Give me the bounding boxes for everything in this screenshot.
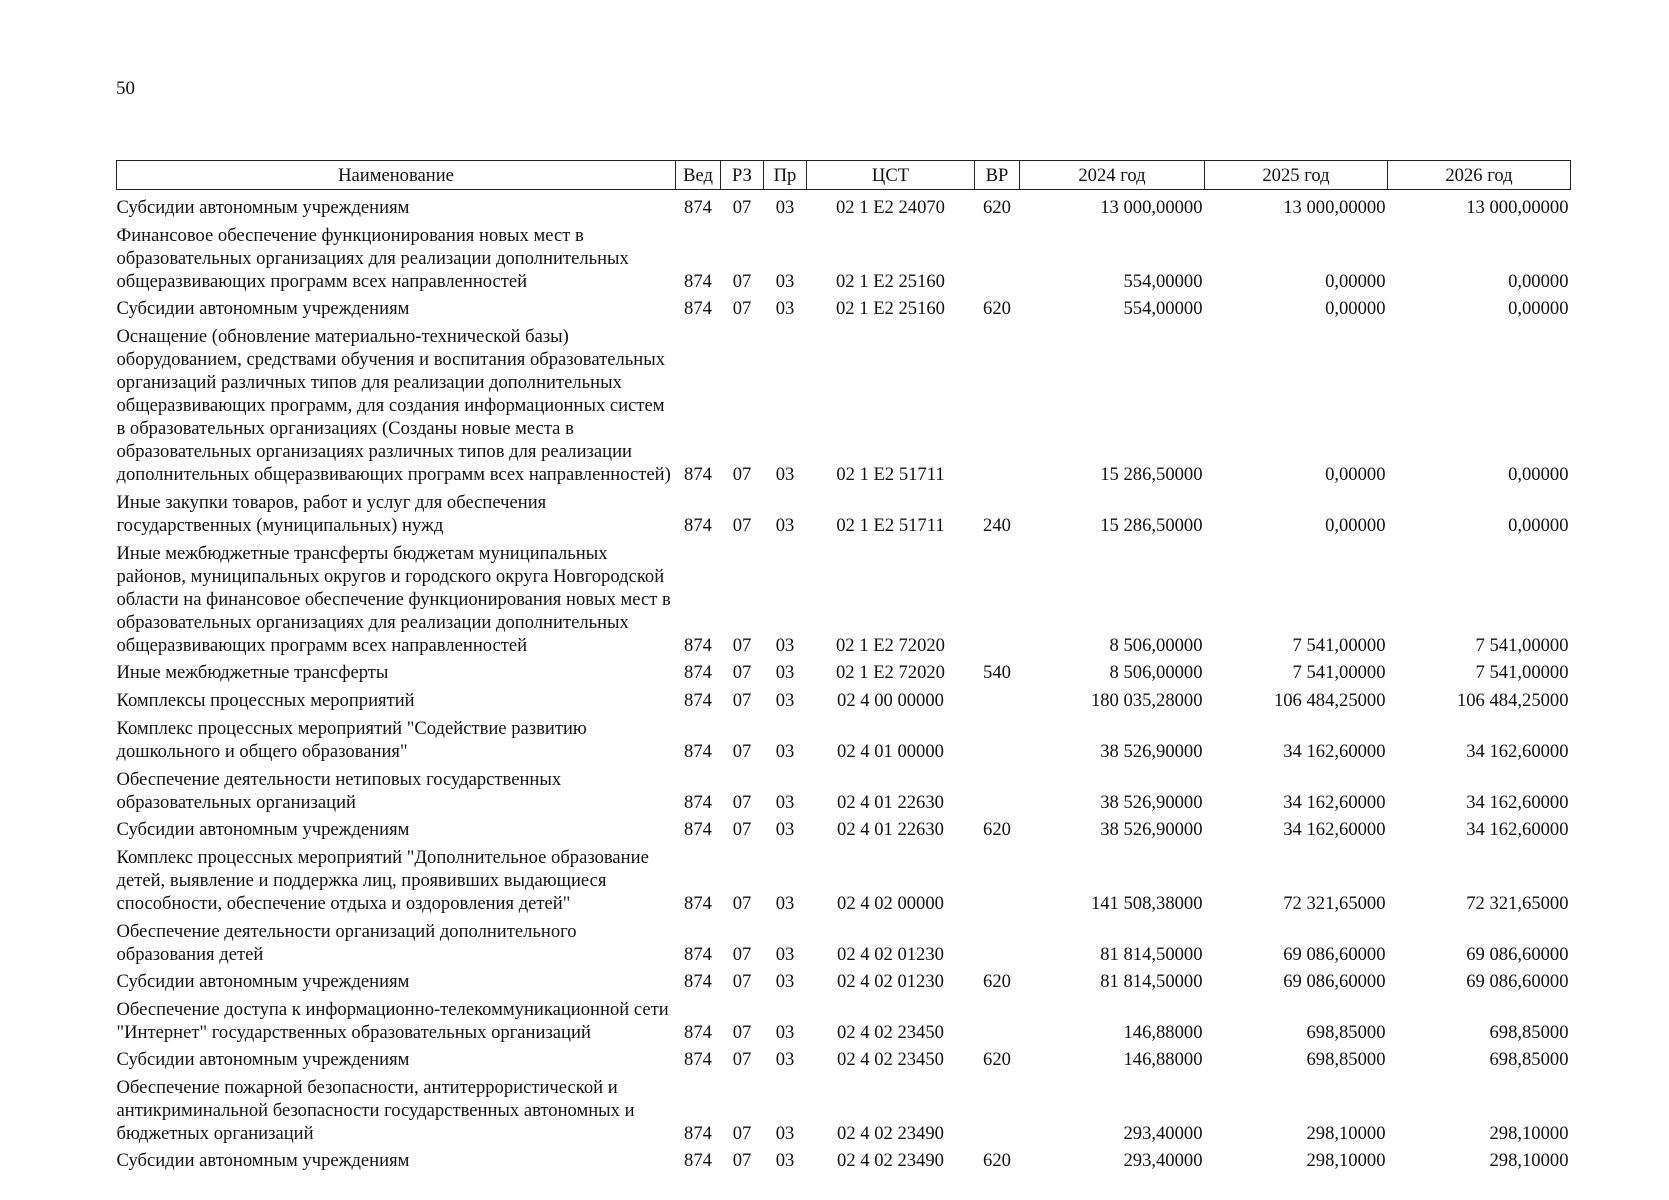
row-ved: 874 [684,515,712,536]
row-ved: 874 [684,271,712,292]
row-vr [975,1071,1020,1145]
row-name: Оснащение (обновление материально-технической базы) оборудованием, средствами обучения и воспитания образовательных организаций различных типов для реализации дополнительных общеразвивающих программ, для создания информационных систем в образовательных организациях (Созданы новые места в образовательных организациях различных типов для реализации дополнительных общеразвивающих программ всех направленностей) [116,326,671,485]
row-2024: 146,88000 [1123,1022,1203,1043]
row-cst: 02 1 E2 51711 [836,464,945,485]
row-rz: 07 [732,515,752,536]
row-cst: 02 4 02 23490 [837,1123,944,1144]
row-2025: 69 086,60000 [1283,944,1386,965]
row-2026: 298,10000 [1489,1123,1569,1144]
row-pr: 03 [775,893,795,914]
row-vr [975,219,1020,293]
row-ved: 874 [684,464,712,485]
row-2025: 7 541,00000 [1292,635,1386,656]
row-2024: 13 000,00000 [1100,197,1203,218]
header-vr: ВР [975,161,1020,190]
row-2026: 69 086,60000 [1466,971,1569,992]
row-vr: 540 [983,662,1011,683]
table-row [117,320,1571,486]
table-row [117,1071,1571,1145]
row-cst: 02 4 02 23490 [837,1150,944,1171]
row-rz: 07 [732,197,752,218]
row-2026: 0,00000 [1508,271,1569,292]
row-pr: 03 [775,197,795,218]
row-2025: 0,00000 [1325,464,1386,485]
row-ved: 874 [684,893,712,914]
budget-table [116,160,1571,1172]
row-name: Иные закупки товаров, работ и услуг для обеспечения государственных (муниципальных) нужд [116,492,547,536]
row-ved: 874 [684,819,712,840]
row-ved: 874 [684,298,712,319]
row-name: Субсидии автономным учреждениям [116,819,410,840]
row-cst: 02 1 E2 72020 [836,662,945,683]
table-row [117,814,1571,841]
row-rz: 07 [732,635,752,656]
row-rz: 07 [732,690,752,711]
row-name: Комплекс процессных мероприятий "Содействие развитию дошкольного и общего образования" [116,718,587,762]
row-2025: 0,00000 [1325,298,1386,319]
table-row [117,657,1571,684]
row-2024: 81 814,50000 [1100,944,1203,965]
row-vr: 240 [983,515,1011,536]
row-2026: 106 484,25000 [1456,690,1569,711]
row-ved: 874 [684,741,712,762]
row-name: Обеспечение пожарной безопасности, антитеррористической и антикриминальной безопасности государственных автономных и бюджетных организаций [116,1077,635,1144]
row-rz: 07 [732,271,752,292]
row-rz: 07 [732,464,752,485]
row-2025: 7 541,00000 [1292,662,1386,683]
row-cst: 02 4 00 00000 [837,690,944,711]
table-row [117,537,1571,657]
row-2025: 69 086,60000 [1283,971,1386,992]
row-rz: 07 [732,893,752,914]
row-cst: 02 4 02 01230 [837,971,944,992]
row-name: Субсидии автономным учреждениям [116,1049,410,1070]
row-vr: 620 [983,197,1011,218]
table-row [117,993,1571,1044]
row-rz: 07 [732,1049,752,1070]
row-2025: 298,10000 [1306,1123,1386,1144]
row-cst: 02 4 02 01230 [837,944,944,965]
row-vr: 620 [983,298,1011,319]
row-2026: 7 541,00000 [1475,662,1569,683]
row-vr: 620 [983,1049,1011,1070]
row-vr [975,841,1020,915]
row-2024: 293,40000 [1123,1150,1203,1171]
row-2025: 34 162,60000 [1283,741,1386,762]
row-2026: 7 541,00000 [1475,635,1569,656]
row-2026: 698,85000 [1489,1022,1569,1043]
table-row [117,486,1571,537]
row-2025: 298,10000 [1306,1150,1386,1171]
row-pr: 03 [775,298,795,319]
row-vr [975,320,1020,486]
row-pr: 03 [775,662,795,683]
row-pr: 03 [775,1022,795,1043]
row-pr: 03 [775,690,795,711]
row-pr: 03 [775,1150,795,1171]
row-cst: 02 1 E2 72020 [836,635,945,656]
row-cst: 02 1 E2 51711 [836,515,945,536]
row-ved: 874 [684,197,712,218]
row-2025: 106 484,25000 [1273,690,1386,711]
page-number: 50 [116,78,135,99]
row-pr: 03 [775,741,795,762]
row-2024: 293,40000 [1123,1123,1203,1144]
row-rz: 07 [732,971,752,992]
row-2025: 0,00000 [1325,515,1386,536]
row-name: Комплексы процессных мероприятий [116,690,415,711]
header-cst: ЦСТ [807,161,975,190]
table-row [117,966,1571,993]
row-2024: 8 506,00000 [1109,662,1203,683]
row-vr [975,712,1020,763]
row-2026: 698,85000 [1489,1049,1569,1070]
row-2024: 8 506,00000 [1109,635,1203,656]
row-rz: 07 [732,1123,752,1144]
row-pr: 03 [775,1123,795,1144]
row-cst: 02 4 01 00000 [837,741,944,762]
row-vr: 620 [983,971,1011,992]
row-cst: 02 1 E2 24070 [836,197,945,218]
row-ved: 874 [684,1123,712,1144]
table-row [117,1145,1571,1172]
header-pr: Пр [764,161,807,190]
row-pr: 03 [775,515,795,536]
row-2024: 38 526,90000 [1100,819,1203,840]
row-pr: 03 [775,635,795,656]
row-rz: 07 [732,1150,752,1171]
row-2026: 34 162,60000 [1466,741,1569,762]
row-ved: 874 [684,971,712,992]
table-row [117,684,1571,712]
row-name: Субсидии автономным учреждениям [116,971,410,992]
row-2024: 81 814,50000 [1100,971,1203,992]
table-row [117,293,1571,320]
table-row [117,763,1571,814]
row-name: Субсидии автономным учреждениям [116,298,410,319]
row-2024: 15 286,50000 [1100,515,1203,536]
row-ved: 874 [684,690,712,711]
row-2024: 180 035,28000 [1090,690,1203,711]
row-vr [975,763,1020,814]
row-ved: 874 [684,662,712,683]
row-rz: 07 [732,662,752,683]
row-cst: 02 4 02 23450 [837,1022,944,1043]
row-pr: 03 [775,971,795,992]
row-vr [975,684,1020,712]
row-2025: 34 162,60000 [1283,792,1386,813]
row-cst: 02 1 E2 25160 [836,298,945,319]
row-vr: 620 [983,1150,1011,1171]
row-name: Субсидии автономным учреждениям [116,1150,410,1171]
row-pr: 03 [775,944,795,965]
row-ved: 874 [684,944,712,965]
row-rz: 07 [732,1022,752,1043]
row-vr [975,993,1020,1044]
header-rz: РЗ [721,161,764,190]
row-vr: 620 [983,819,1011,840]
row-pr: 03 [775,464,795,485]
row-2026: 13 000,00000 [1466,197,1569,218]
table-row [117,712,1571,763]
row-2026: 72 321,65000 [1466,893,1569,914]
row-ved: 874 [684,792,712,813]
row-pr: 03 [775,819,795,840]
row-pr: 03 [775,1049,795,1070]
row-name: Субсидии автономным учреждениям [116,197,410,218]
row-2024: 146,88000 [1123,1049,1203,1070]
row-cst: 02 4 02 00000 [837,893,944,914]
row-name: Иные межбюджетные трансферты [116,662,389,683]
row-2025: 698,85000 [1306,1022,1386,1043]
row-2025: 72 321,65000 [1283,893,1386,914]
row-name: Обеспечение доступа к информационно-телекоммуникационной сети "Интернет" государственных образовательных организаций [116,999,669,1043]
row-cst: 02 1 E2 25160 [836,271,945,292]
row-name: Обеспечение деятельности организаций дополнительного образования детей [116,921,577,965]
row-2025: 698,85000 [1306,1049,1386,1070]
row-ved: 874 [684,1049,712,1070]
table-row [117,915,1571,966]
row-2025: 34 162,60000 [1283,819,1386,840]
row-2026: 298,10000 [1489,1150,1569,1171]
row-2024: 15 286,50000 [1100,464,1203,485]
row-name: Иные межбюджетные трансферты бюджетам муниципальных районов, муниципальных округов и городского округа Новгородской области на финансовое обеспечение функционирования новых мест в образовательных организациях для реализации дополнительных общеразвивающих программ всех направленностей [116,543,671,656]
row-rz: 07 [732,944,752,965]
row-2026: 69 086,60000 [1466,944,1569,965]
row-2024: 38 526,90000 [1100,741,1203,762]
header-2025: 2025 год [1205,161,1388,190]
row-ved: 874 [684,635,712,656]
row-cst: 02 4 01 22630 [837,819,944,840]
row-2024: 554,00000 [1123,298,1203,319]
header-ved: Вед [676,161,721,190]
row-ved: 874 [684,1150,712,1171]
row-2026: 34 162,60000 [1466,792,1569,813]
row-name: Обеспечение деятельности нетиповых государственных образовательных организаций [116,769,562,813]
header-name: Наименование [117,161,676,190]
row-pr: 03 [775,271,795,292]
row-rz: 07 [732,298,752,319]
row-name: Комплекс процессных мероприятий "Дополнительное образование детей, выявление и поддержка лиц, проявивших выдающиеся способности, обеспечение отдыха и оздоровления детей" [116,847,649,914]
row-2024: 141 508,38000 [1090,893,1203,914]
row-cst: 02 4 02 23450 [837,1049,944,1070]
row-2026: 34 162,60000 [1466,819,1569,840]
row-2024: 554,00000 [1123,271,1203,292]
row-2026: 0,00000 [1508,464,1569,485]
row-name: Финансовое обеспечение функционирования новых мест в образовательных организациях для реализации дополнительных общеразвивающих программ всех направленностей [116,225,629,292]
row-cst: 02 4 01 22630 [837,792,944,813]
table-header-row [117,161,1571,190]
table-row [117,1044,1571,1071]
row-rz: 07 [732,819,752,840]
row-vr [975,537,1020,657]
row-pr: 03 [775,792,795,813]
row-2025: 13 000,00000 [1283,197,1386,218]
table-row [117,219,1571,293]
header-2026: 2026 год [1388,161,1571,190]
row-vr [975,915,1020,966]
table-row [117,190,1571,220]
row-ved: 874 [684,1022,712,1043]
row-2025: 0,00000 [1325,271,1386,292]
header-2024: 2024 год [1020,161,1205,190]
row-2026: 0,00000 [1508,515,1569,536]
row-rz: 07 [732,792,752,813]
row-rz: 07 [732,741,752,762]
row-2026: 0,00000 [1508,298,1569,319]
row-2024: 38 526,90000 [1100,792,1203,813]
table-row [117,841,1571,915]
